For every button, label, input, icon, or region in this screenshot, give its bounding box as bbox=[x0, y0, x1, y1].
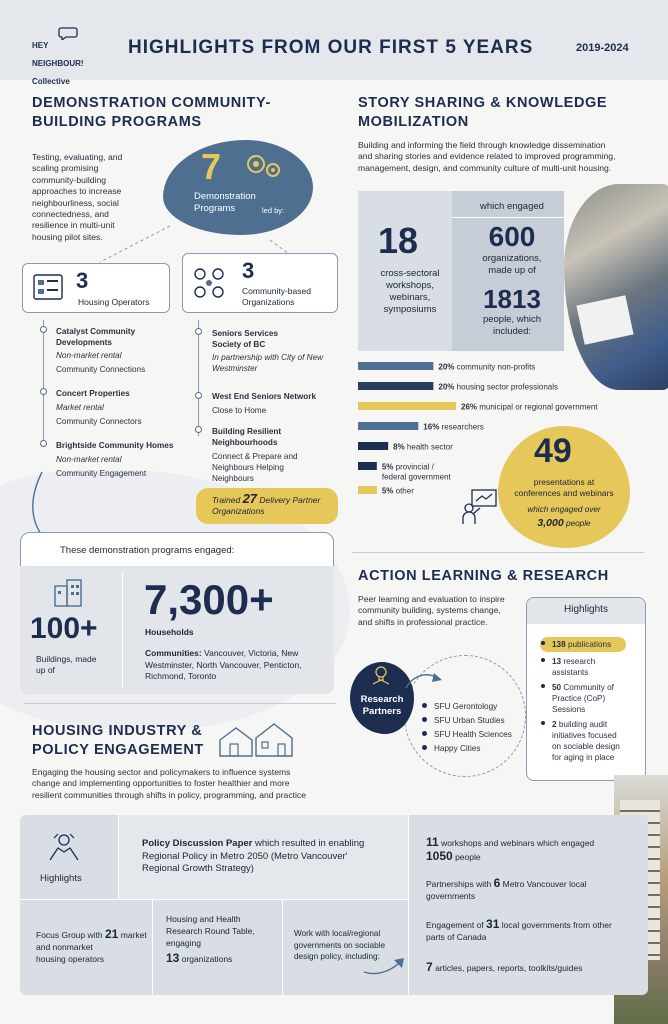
operator-name: Concert Properties bbox=[56, 389, 130, 398]
partner-item: SFU Gerontology bbox=[434, 702, 498, 711]
orgs-count: 3 bbox=[242, 258, 255, 283]
operators-count: 3 bbox=[76, 268, 89, 293]
bullet bbox=[422, 731, 427, 736]
building-checklist-icon bbox=[32, 272, 66, 304]
chart-bar-label: 5% provincial / bbox=[381, 462, 434, 472]
section-divider bbox=[352, 552, 644, 553]
panel-divider bbox=[20, 899, 408, 900]
speech-bubble-icon bbox=[58, 26, 78, 40]
presentations-label: presentations at conferences and webinars bbox=[514, 477, 614, 498]
org-detail: Connect & Prepare and Neighbours Helping Neighbours bbox=[212, 452, 298, 483]
led-by-label: led by: bbox=[262, 206, 285, 215]
demo-count-label: Demonstration Programs bbox=[194, 191, 256, 214]
chart-bar bbox=[358, 442, 388, 450]
work-local-text: Work with local/regional governments on sociable design policy, including: bbox=[294, 929, 386, 961]
partner-item: Happy Cities bbox=[434, 744, 481, 753]
chart-bar bbox=[358, 422, 418, 430]
policy-text: Policy Discussion Paper which resulted in enabling Regional Policy in Metro 2050 (Metro Vancouver' Regional Growth Strategy) bbox=[142, 838, 365, 874]
org-name: Seniors Services Society of BC bbox=[212, 329, 278, 349]
timeline-dot bbox=[40, 440, 47, 447]
operator-program: Community Connectors bbox=[56, 417, 142, 426]
panel-divider bbox=[408, 815, 409, 995]
orgs-engaged-label: organizations, made up of bbox=[482, 253, 542, 276]
workshop-photo bbox=[564, 184, 668, 390]
focus-group-text: Focus Group with 21 market and nonmarket housing operators bbox=[36, 927, 147, 964]
lightbulb-network-icon bbox=[370, 664, 392, 688]
demo-intro: Testing, evaluating, and scaling promising community-building approaches to increase neighbourliness, social connectedness, and resilience in multi-unit housing pilot sites. bbox=[32, 152, 123, 242]
operator-type: Non-market rental bbox=[56, 455, 122, 464]
housing-heading: HOUSING INDUSTRY & POLICY ENGAGEMENT bbox=[32, 723, 204, 758]
demo-count: 7 bbox=[201, 146, 222, 187]
panel-divider bbox=[282, 899, 283, 995]
org-name: West End Seniors Network bbox=[212, 392, 317, 401]
buildings-icon bbox=[52, 576, 86, 608]
housing-intro: Engaging the housing sector and policymakers to influence systems change and implementing opportunities to foster healthier and more resilient communities through shifts in policy, programming, and practice bbox=[32, 767, 307, 800]
orgs-label: Community-based Organizations bbox=[242, 286, 311, 307]
chart-bar-label-continued: federal government bbox=[381, 472, 451, 482]
year-range: 2019-2024 bbox=[576, 42, 629, 54]
households-label: Households bbox=[145, 627, 194, 637]
logo-line-1: HEY bbox=[32, 41, 49, 50]
presentations-count: 49 bbox=[534, 432, 572, 470]
operator-type: Non-market rental bbox=[56, 351, 122, 360]
org-name: Building Resilient Neighbourhoods bbox=[212, 427, 282, 447]
action-heading: ACTION LEARNING & RESEARCH bbox=[358, 568, 609, 584]
people-label: people, which included: bbox=[482, 314, 542, 337]
orgs-engaged-count: 600 bbox=[488, 221, 536, 252]
trained-text: Trained 27 Delivery Partner Organizations bbox=[212, 491, 321, 516]
engagement-text: Engagement of 31 local governments from other parts of Canada bbox=[426, 917, 612, 942]
chart-bar-label: 20% housing sector professionals bbox=[438, 382, 559, 392]
bullet bbox=[541, 641, 545, 645]
action-intro: Peer learning and evaluation to inspire community building, systems change, and shifts in professional practice. bbox=[358, 594, 505, 627]
households-count: 7,300+ bbox=[144, 576, 274, 623]
communities-text: Communities: Vancouver, Victoria, New Westminster, North Vancouver, Penticton, Richmond, Toronto bbox=[145, 648, 302, 681]
timeline-dot bbox=[40, 388, 47, 395]
bullet bbox=[422, 703, 427, 708]
engaged-divider bbox=[122, 572, 123, 688]
story-heading: STORY SHARING & KNOWLEDGE MOBILIZATION bbox=[358, 95, 608, 130]
presentations-people-text: 3,000 people bbox=[537, 517, 591, 529]
gears-icon bbox=[242, 150, 284, 182]
operator-name: Brightside Community Homes bbox=[56, 441, 174, 450]
chart-bar-label: 5% other bbox=[381, 486, 414, 496]
people-count: 1813 bbox=[483, 284, 541, 314]
panel-divider bbox=[152, 899, 153, 995]
articles-text: 7 articles, papers, reports, toolkits/guides bbox=[426, 960, 583, 974]
housing-highlights-label: Highlights bbox=[40, 873, 82, 884]
operator-type: Market rental bbox=[56, 403, 104, 412]
highlight-item: 13 research assistants bbox=[552, 657, 596, 677]
operator-program: Community Engagement bbox=[56, 469, 147, 478]
trained-count: 27 bbox=[242, 491, 258, 506]
chart-bar-label: 16% researchers bbox=[423, 422, 484, 432]
page-title: HIGHLIGHTS FROM OUR FIRST 5 YEARS bbox=[128, 37, 534, 58]
bullet bbox=[422, 717, 427, 722]
timeline-dot bbox=[195, 328, 202, 335]
section-divider bbox=[24, 703, 336, 704]
buildings-count: 100+ bbox=[30, 612, 98, 645]
chart-bar bbox=[358, 402, 456, 410]
highlight-item: 138 publications bbox=[552, 640, 612, 649]
network-icon bbox=[192, 266, 226, 300]
highlight-item: 2 building audit initiatives focused on sociable design for aging in place bbox=[552, 720, 620, 762]
chart-bar bbox=[358, 486, 377, 494]
story-intro: Building and informing the field through knowledge dissemination and sharing stories and evidence related to improved programming, management, design, and community culture of multi-unit housing. bbox=[358, 140, 616, 173]
partnerships-text: Partnerships with 6 Metro Vancouver local governments bbox=[426, 876, 587, 901]
buildings-label: Buildings, made up of bbox=[36, 654, 97, 675]
presenter-icon bbox=[462, 488, 498, 528]
org-detail: In partnership with City of New Westminster bbox=[212, 353, 324, 373]
chart-bar bbox=[358, 462, 377, 470]
orgs-timeline bbox=[198, 320, 199, 436]
logo-line-2: NEIGHBOUR! bbox=[32, 59, 84, 68]
chart-bar-label: 20% community non-profits bbox=[438, 362, 536, 372]
presentations-sub: which engaged over bbox=[527, 505, 601, 514]
which-engaged-label: which engaged bbox=[480, 201, 544, 212]
divider bbox=[452, 217, 564, 218]
operator-program: Community Connections bbox=[56, 365, 146, 374]
engaged-title: These demonstration programs engaged: bbox=[60, 545, 235, 556]
bullet bbox=[422, 745, 427, 750]
operators-label: Housing Operators bbox=[78, 297, 150, 307]
bullet bbox=[541, 684, 545, 688]
org-detail: Close to Home bbox=[212, 406, 267, 415]
research-partners-label: Research Partners bbox=[360, 694, 404, 717]
workshops-count: 18 bbox=[378, 220, 419, 261]
curved-arrow-icon bbox=[404, 670, 444, 694]
logo[interactable] bbox=[32, 32, 84, 95]
logo-line-3: Collective bbox=[32, 77, 70, 86]
bullet bbox=[541, 721, 545, 725]
timeline-dot bbox=[195, 426, 202, 433]
roundtable-text: Housing and Health Research Round Table, engaging bbox=[166, 914, 255, 948]
chart-bar-label: 26% municipal or regional government bbox=[461, 402, 598, 412]
chart-bar bbox=[358, 362, 433, 370]
handshake-icon bbox=[46, 830, 82, 864]
operator-name: Catalyst Community Developments bbox=[56, 327, 136, 347]
demo-heading: DEMONSTRATION COMMUNITY- BUILDING PROGRAMS bbox=[32, 95, 271, 130]
timeline-dot bbox=[40, 326, 47, 333]
action-highlights-title: Highlights bbox=[564, 604, 608, 615]
curved-arrow-icon bbox=[362, 954, 408, 978]
workshops-text: 11 workshops and webinars which engaged 1050 people bbox=[426, 835, 595, 863]
houses-icon bbox=[218, 722, 296, 758]
partner-item: SFU Urban Studies bbox=[434, 716, 505, 725]
chart-bar bbox=[358, 382, 433, 390]
roundtable-count: 13 organizations bbox=[166, 951, 233, 965]
workshops-label: cross-sectoral workshops, webinars, symposiums bbox=[380, 268, 440, 315]
chart-bar-label: 8% health sector bbox=[393, 442, 453, 452]
panel-divider bbox=[118, 815, 119, 899]
timeline-dot bbox=[195, 392, 202, 399]
operators-timeline bbox=[43, 320, 44, 444]
partner-item: SFU Health Sciences bbox=[434, 730, 512, 739]
highlight-item: 50 Community of Practice (CoP) Sessions bbox=[552, 683, 614, 714]
bullet bbox=[541, 658, 545, 662]
